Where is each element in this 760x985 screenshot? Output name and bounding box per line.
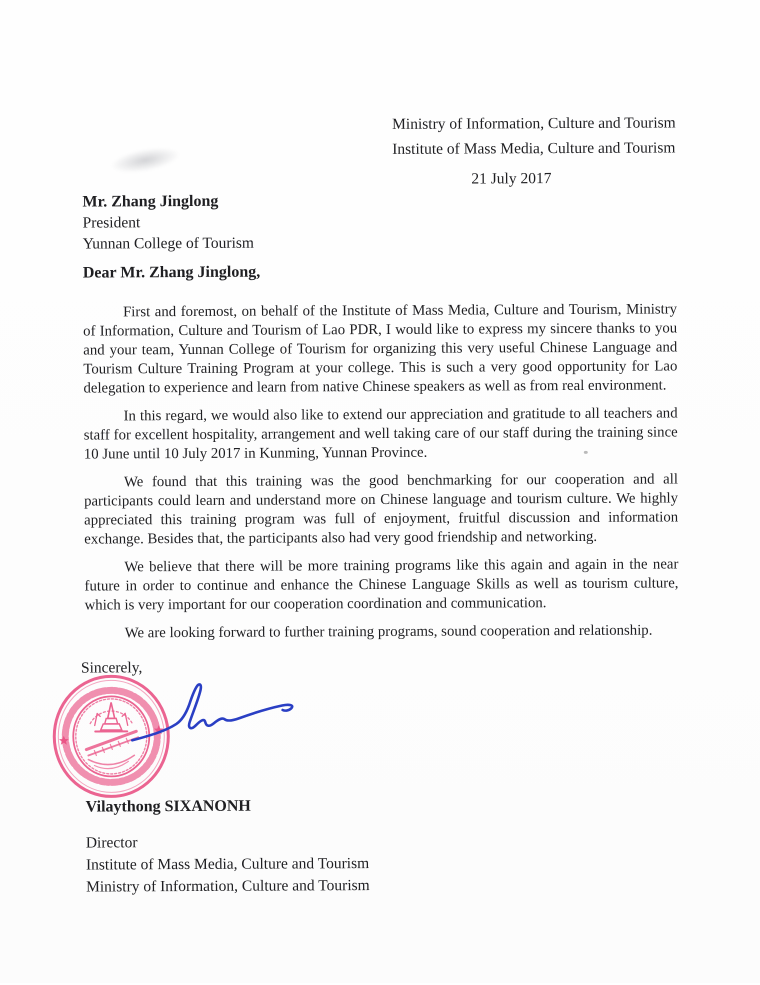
sender-ministry: Ministry of Information, Culture and Tourism: [392, 114, 676, 133]
signer-block: [86, 831, 370, 898]
signer-institute: Institute of Mass Media, Culture and Tourism: [85, 855, 370, 874]
recipient-organization: Yunnan College of Tourism: [82, 234, 255, 253]
paragraph-4: We believe that there will be more training programs like this again and again in the near future in order to continue and enhance the Chinese Language Skills as well as tourism culture, which is very important for our cooperation coordination and communication.: [84, 556, 679, 614]
paragraph-2: In this regard, we would also like to extend our appreciation and gratitude to all teachers and staff for excellent hospitality, arrangement and well taking care of our staff during the training since 10 June until 10 July 2017 in Kunming, Yunnan Province.: [83, 405, 678, 463]
scan-smudge: [109, 143, 182, 177]
letter-date: 21 July 2017: [471, 170, 552, 188]
signer-name: Vilaythong SIXANONH: [85, 797, 251, 816]
paragraph-1: First and foremost, on behalf of the Institute of Mass Media, Culture and Tourism, Ministry of Information, Culture and Tourism of Lao PDR, I would like to express my sincere thanks to you and your team, Yunnan College of Tourism for organizing this very useful Chinese Language and Tourism Culture Training Program at your college. This is such a very good opportunity for Lao delegation to experience and learn from native Chinese speakers as well as from real environment.: [83, 301, 678, 397]
paragraph-5: We are looking forward to further training programs, sound cooperation and relationship.: [124, 622, 653, 642]
salutation: Dear Mr. Zhang Jinglong,: [82, 263, 261, 282]
sender-block: [392, 110, 676, 161]
stupa-spire: [108, 702, 115, 718]
handwritten-signature-ink: [127, 676, 305, 759]
signer-title: Director: [85, 834, 138, 852]
paragraph-3: We found that this training was the good benchmarking for our cooperation and all participants could learn and understand more on Chinese language and tourism culture. We highly appreciated this training program was full of enjoyment, fruitful discussion and information exchange. Besides that, the participants also had very good friendship and networking.: [84, 471, 679, 548]
letter-body: [83, 300, 679, 652]
recipient-title: President: [82, 214, 141, 232]
recipient-name: Mr. Zhang Jinglong: [82, 192, 219, 211]
closing-sincerely: Sincerely,: [80, 659, 143, 677]
sender-institute: Institute of Mass Media, Culture and Tourism: [392, 139, 676, 158]
recipient-block: [82, 191, 254, 255]
signer-ministry: Ministry of Information, Culture and Tourism: [86, 877, 370, 896]
